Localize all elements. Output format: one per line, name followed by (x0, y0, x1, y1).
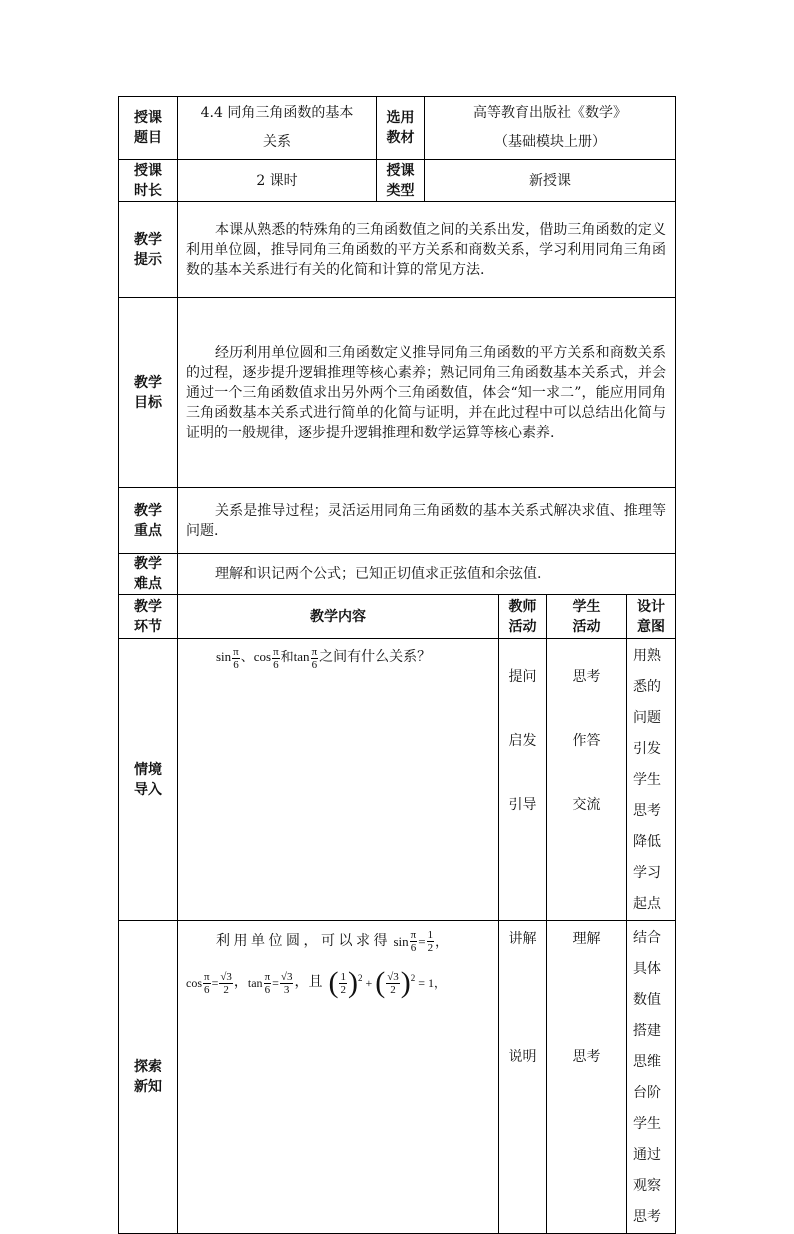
header-content: 教学内容 (178, 595, 499, 639)
duration-value: 2 课时 (178, 160, 377, 202)
stage2-content (178, 921, 499, 1234)
goal-label: 教学 目标 (119, 298, 178, 488)
type-label: 授课 类型 (377, 160, 425, 202)
topic-label: 授课 题目 (119, 97, 178, 160)
header-intent: 设计 意图 (627, 595, 676, 639)
trig-question: sin $\frac{\pi}{6}$ 、cos $\frac{\pi}{6}$ 和tan $\frac{\pi}{6}$ 之间有什么关系？ (216, 645, 432, 671)
textbook-label: 选用 教材 (377, 97, 425, 160)
difficulty-label: 教学 难点 (119, 554, 178, 595)
difficulty-text: 理解和识记两个公式；已知正切值求正弦值和余弦值. (178, 554, 676, 595)
stage1-intent: 用熟悉的问题引发学生思考降低学习起点 (627, 639, 676, 921)
key-label: 教学 重点 (119, 488, 178, 554)
goal-text: 经历利用单位圆和三角函数定义推导同角三角函数的平方关系和商数关系的过程，逐步提升逻辑推理等核心素养；熟记同角三角函数基本关系式，并会通过一个三角函数值求出另外两个三角函数值，体会“知一求二”，能应用同角三角函数基本关系式进行简单的化简与证明，并在此过程中可以总结出化简与证明的一般规律，逐步提升逻辑推理和数学运算等核心素养. (178, 298, 676, 488)
stage2-student: 理解 思考 (547, 921, 627, 1234)
stage1-student: 思考 作答 交流 (547, 639, 627, 921)
stage2-label: 探索 新知 (119, 921, 178, 1234)
stage2-teacher: 讲解 说明 (499, 921, 547, 1234)
stage1-content (178, 639, 499, 921)
topic-value: 4.4 同角三角函数的基本 关系 (178, 97, 377, 160)
hint-text: 本课从熟悉的特殊角的三角函数值之间的关系出发，借助三角函数的定义利用单位圆，推导同角三角函数的平方关系和商数关系，学习利用同角三角函数的基本关系进行有关的化简和计算的常见方法. (178, 202, 676, 298)
stage1-teacher: 提问 启发 引导 (499, 639, 547, 921)
hint-label: 教学 提示 (119, 202, 178, 298)
duration-label: 授课 时长 (119, 160, 178, 202)
header-stage: 教学 环节 (119, 595, 178, 639)
header-student: 学生 活动 (547, 595, 627, 639)
formula-line-1: 利 用 单 位 圆 ， 可 以 求 得 sin $\frac{\pi}{6}$ = $\frac{1}{2}$ ， (216, 929, 449, 954)
formula-line-2: cos $\frac{\pi}{6}$ = $\frac{√3}{2}$ ， tan $\frac{\pi}{6}$ = $\frac{√3}{3}$ ，且 ( $\frac{1}{2}$ ) $^2$ + ( $\frac{√3}{2}$ ) $^2$ = 1， (186, 966, 447, 999)
header-teacher: 教师 活动 (499, 595, 547, 639)
textbook-value: 高等教育出版社《数学》 （基础模块上册） (425, 97, 676, 160)
key-text: 关系是推导过程；灵活运用同角三角函数的基本关系式解决求值、推理等问题. (178, 488, 676, 554)
lesson-plan-table (118, 96, 676, 1234)
stage2-intent: 结合具体数值搭建思维台阶学生通过观察思考 (627, 921, 676, 1234)
type-value: 新授课 (425, 160, 676, 202)
stage1-label: 情境 导入 (119, 639, 178, 921)
